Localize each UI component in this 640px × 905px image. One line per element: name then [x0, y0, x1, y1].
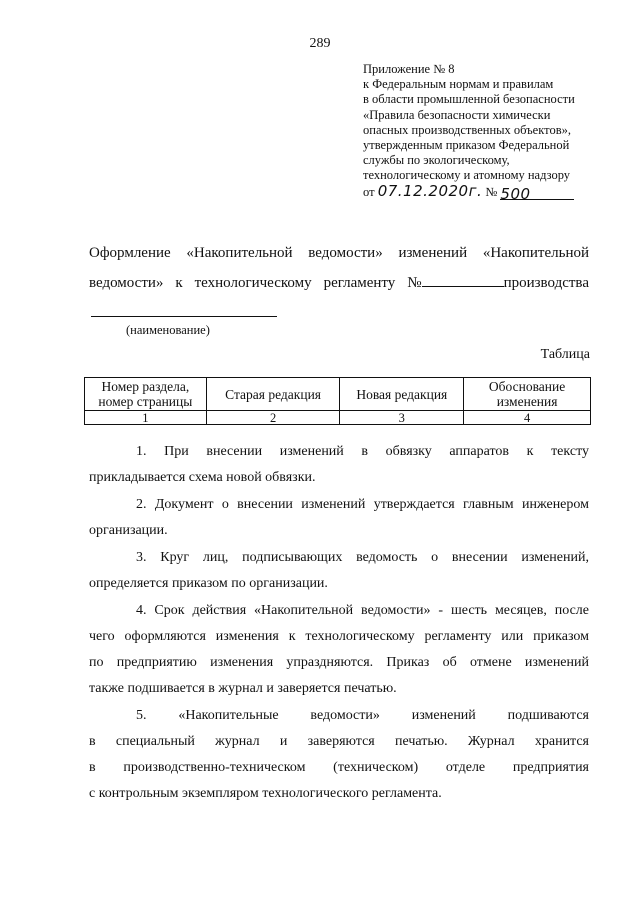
- title-word: ведомости»: [89, 275, 164, 291]
- appendix-line: Приложение № 8: [363, 62, 455, 76]
- order-date-handwritten: 07.12.2020г.: [377, 181, 483, 200]
- column-header-new: [340, 378, 464, 411]
- title-word: технологическому: [194, 275, 312, 291]
- page-number: 289: [309, 36, 331, 51]
- text-line: в производственно-техническом (техническом) отделе предприятия: [89, 760, 589, 775]
- column-number: 3: [340, 411, 464, 425]
- name-blank-line: [91, 316, 277, 317]
- paragraph-4: [89, 598, 589, 702]
- paragraph-1: [89, 439, 589, 491]
- text-line: 2. Документ о внесении изменений утверждается главным инженером: [136, 497, 589, 512]
- header-text: Номер раздела,: [101, 379, 190, 394]
- header-text: изменения: [496, 394, 558, 409]
- order-number-handwritten: 500: [500, 184, 531, 203]
- title-line-2: [89, 268, 589, 298]
- text-line: по предприятию изменения упраздняются. Приказ об отмене изменений: [89, 655, 589, 670]
- text-line: прикладывается схема новой обвязки.: [89, 470, 316, 485]
- appendix-line: службы по экологическому,: [363, 153, 510, 168]
- text-line: с контрольным экземпляром технологического регламента.: [89, 786, 442, 801]
- appendix-header: [363, 62, 603, 201]
- appendix-line: «Правила безопасности химически: [363, 107, 551, 122]
- text-line: 5. «Накопительные ведомости» изменений подшиваются: [136, 708, 589, 723]
- appendix-line: утвержденным приказом Федеральной: [363, 138, 570, 153]
- paragraph-3: [89, 545, 589, 597]
- table-caption: Таблица: [540, 347, 590, 362]
- column-number: 2: [206, 411, 340, 425]
- appendix-line: в области промышленной безопасности: [363, 92, 575, 107]
- title-word: изменений: [398, 245, 468, 261]
- text-line: организации.: [89, 523, 168, 538]
- text-line: 4. Срок действия «Накопительной ведомости» - шесть месяцев, после: [136, 603, 589, 618]
- text-line: 1. При внесении изменений в обвязку аппаратов к тексту: [136, 444, 589, 459]
- header-text: Старая редакция: [225, 386, 322, 402]
- text-line: чего оформляются изменения к технологическому регламенту или приказом: [89, 629, 589, 644]
- table-number-row: [85, 411, 591, 425]
- text-line: также подшивается в журнал и заверяется печатью.: [89, 681, 397, 696]
- title-word: «Накопительной: [482, 245, 589, 261]
- column-header-reason: [464, 378, 591, 411]
- regulation-number: [407, 268, 589, 298]
- paragraph-5: [89, 703, 589, 807]
- order-number-underline: [500, 184, 574, 203]
- text-line: в специальный журнал и заверяются печатью. Журнал хранится: [89, 734, 589, 749]
- header-text: Обоснование: [488, 379, 566, 394]
- column-header-old: [206, 378, 340, 411]
- document-title: [89, 238, 589, 298]
- title-word: «Накопительной: [186, 245, 293, 261]
- header-text: Новая редакция: [356, 386, 448, 402]
- column-number: 4: [464, 411, 591, 425]
- title-word: производства: [503, 275, 589, 291]
- number-sign: №: [407, 275, 422, 291]
- regulation-number-blank: [422, 272, 504, 287]
- appendix-line: технологическому и атомному надзору: [363, 168, 571, 183]
- title-word: Оформление: [89, 245, 171, 261]
- changes-table: [84, 377, 591, 425]
- name-caption: (наименование): [126, 323, 210, 337]
- column-number: 1: [85, 411, 207, 425]
- appendix-line: опасных производственных объектов»,: [363, 122, 571, 137]
- column-header-section: [85, 378, 207, 411]
- table-header-row: [85, 378, 591, 411]
- paragraph-2: [89, 492, 589, 544]
- order-reference: [363, 181, 603, 203]
- order-number-label: №: [485, 184, 498, 199]
- title-word: регламенту: [323, 275, 396, 291]
- body-text: [89, 439, 589, 807]
- appendix-line: к Федеральным нормам и правилам: [363, 77, 554, 92]
- order-prefix: от: [363, 184, 375, 199]
- title-word: ведомости»: [308, 245, 383, 261]
- title-word: к: [175, 275, 183, 291]
- text-line: определяется приказом по организации.: [89, 576, 328, 591]
- title-line-1: [89, 238, 589, 268]
- header-text: номер страницы: [98, 394, 193, 409]
- text-line: 3. Круг лиц, подписывающих ведомость о внесении изменений,: [136, 550, 589, 565]
